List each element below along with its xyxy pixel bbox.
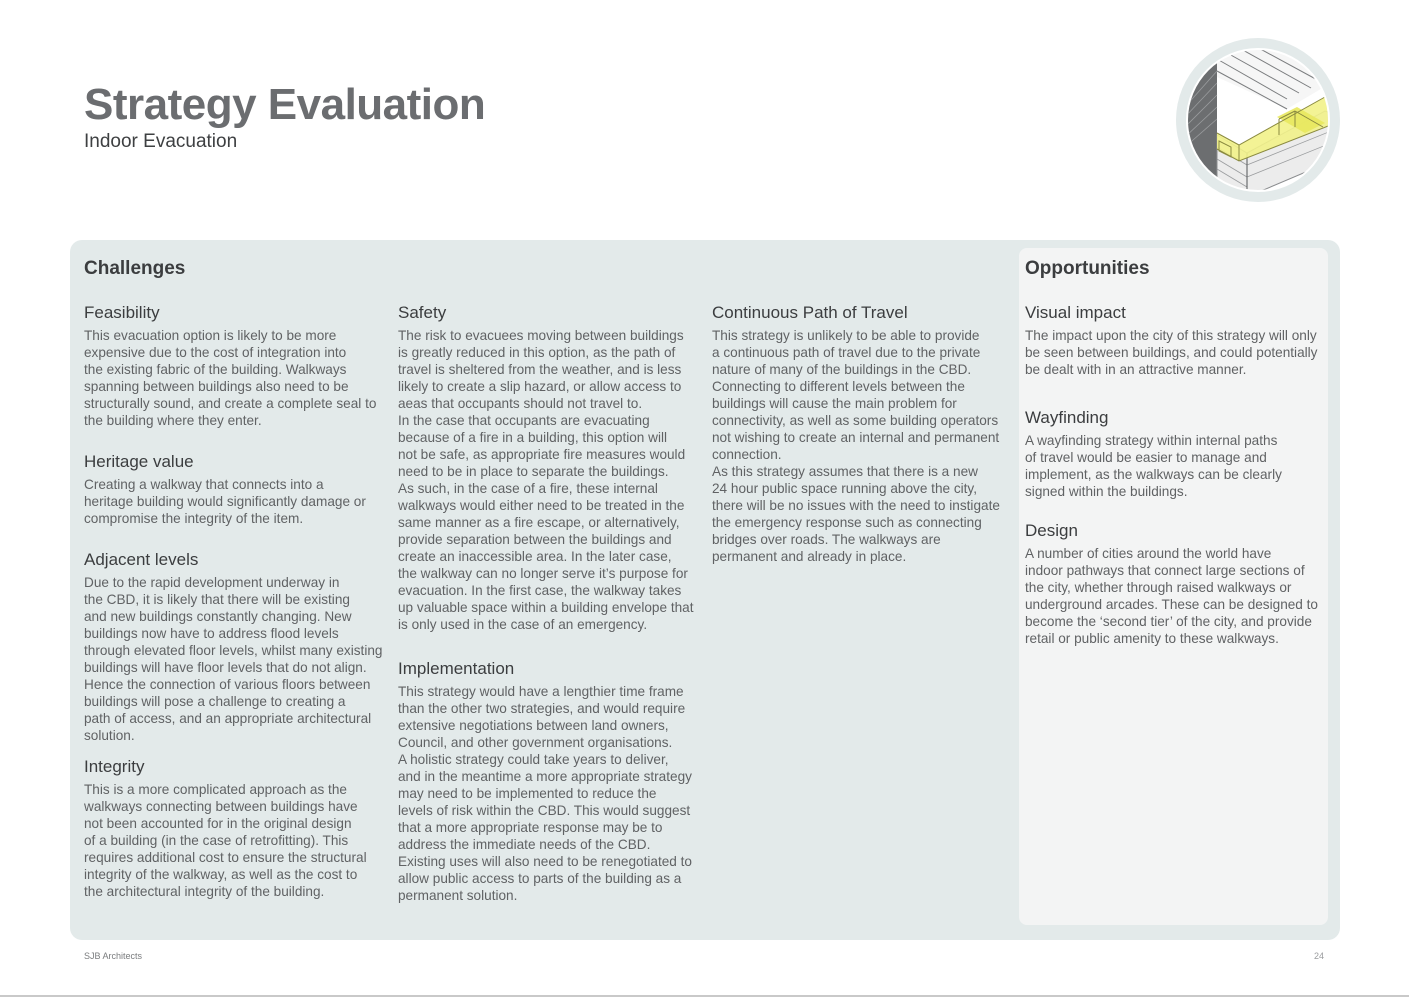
challenges-column-3 [712,302,1012,565]
challenge-title: Feasibility [84,303,160,322]
challenge-implementation [398,658,703,904]
challenge-text: Due to the rapid development underway in the CBD, it is likely that there will be existing and new buildings constantly changing. New buildings now have to address flood levels through elevated floor levels, whilst many existing buildings will have floor levels that do not align. Hence the connection of various floors between buildings will pose a challenge to creating a path of access, and an appropriate architectural solution. [84,575,383,743]
opportunity-design [1025,520,1325,647]
challenge-text: This strategy is unlikely to be able to provide a continuous path of travel due to the private nature of many of the buildings in the CBD. Connecting to different levels between the buildings will cause the main problem for connectivity, as well as some building operators not wishing to create an internal and permanent connection. As this strategy assumes that there is a new 24 hour public space running above the city, there will be no issues with the need to instigate the emergency response such as connecting bridges over roads. The walkways are permanent and already in place. [712,328,1000,564]
opportunities-heading: Opportunities [1025,258,1150,279]
opportunity-visual-impact [1025,302,1325,378]
opportunity-text: The impact upon the city of this strategy will only be seen between buildings, and could potentially be dealt with in an attractive manner. [1025,328,1318,377]
challenge-continuous-path [712,302,1012,565]
challenge-title: Safety [398,303,447,322]
challenge-text: This evacuation option is likely to be more expensive due to the cost of integration into the existing fabric of the building. Walkways spanning between buildings also need to be structurally sound, and create a complete seal to the building where they enter. [84,328,377,428]
page-title: Strategy Evaluation [84,80,486,129]
challenge-title: Integrity [84,757,145,776]
challenge-title: Heritage value [84,452,194,471]
challenge-safety [398,302,703,633]
challenge-title: Implementation [398,659,515,678]
challenge-text: This is a more complicated approach as the walkways connecting between buildings have not been accounted for in the original design of a building (in the case of retrofitting). This requires additional cost to ensure the structural integrity of the walkway, as well as the cost to the architectural integrity of the building. [84,782,367,899]
challenges-column-1 [84,302,389,900]
challenge-integrity [84,756,389,900]
challenge-text: This strategy would have a lengthier time frame than the other two strategies, and would require extensive negotiations between land owners, Council, and other government organisations. A holistic strategy could take years to deliver, and in the meantime a more appropriate strategy may need to be implemented to reduce the levels of risk within the CBD. This would suggest that a more appropriate response may be to address the immediate needs of the CBD. Existing uses will also need to be renegotiated to allow public access to parts of the building as a permanent solution. [398,684,692,903]
opportunity-text: A number of cities around the world have indoor pathways that connect large sections of the city, whether through raised walkways or underground arcades. These can be designed to become the ‘second tier’ of the city, and provide retail or public amenity to these walkways. [1025,546,1318,646]
opportunity-title: Design [1025,521,1078,540]
opportunity-title: Wayfinding [1025,408,1109,427]
challenge-feasibility [84,302,389,429]
footer-company: SJB Architects [84,951,143,961]
footer-page-number: 24 [1314,951,1325,961]
challenge-adjacent-levels [84,549,389,744]
challenges-heading: Challenges [84,258,186,279]
challenges-column-2 [398,302,703,904]
building-walkway-illustration [1175,37,1341,203]
opportunities-column [1025,302,1325,647]
opportunity-text: A wayfinding strategy within internal paths of travel would be easier to manage and implement, as the walkways can be clearly signed within the buildings. [1025,433,1282,499]
challenge-title: Continuous Path of Travel [712,303,908,322]
page-subtitle: Indoor Evacuation [84,131,238,152]
challenge-text: Creating a walkway that connects into a heritage building would significantly damage or compromise the integrity of the item. [84,477,366,526]
opportunity-title: Visual impact [1025,303,1126,322]
challenge-heritage-value [84,451,389,527]
challenge-title: Adjacent levels [84,550,199,569]
opportunity-wayfinding [1025,407,1325,500]
challenge-text: The risk to evacuees moving between buildings is greatly reduced in this option, as the path of travel is sheltered from the weather, and is less likely to create a slip hazard, or allow access to aeas that occupants should not travel to. In the case that occupants are evacuating because of a fire in a building, this option will not be safe, as appropriate fire measures would need to be in place to separate the buildings. As such, in the case of a fire, these internal walkways would either need to be treated in the same manner as a fire escape, or alternatively, provide separation between the buildings and create an inaccessible area. In the later case, the walkway can no longer serve it’s purpose for evacuation. In the first case, the walkway takes up valuable space within a building envelope that is only used in the case of an emergency. [398,328,694,632]
